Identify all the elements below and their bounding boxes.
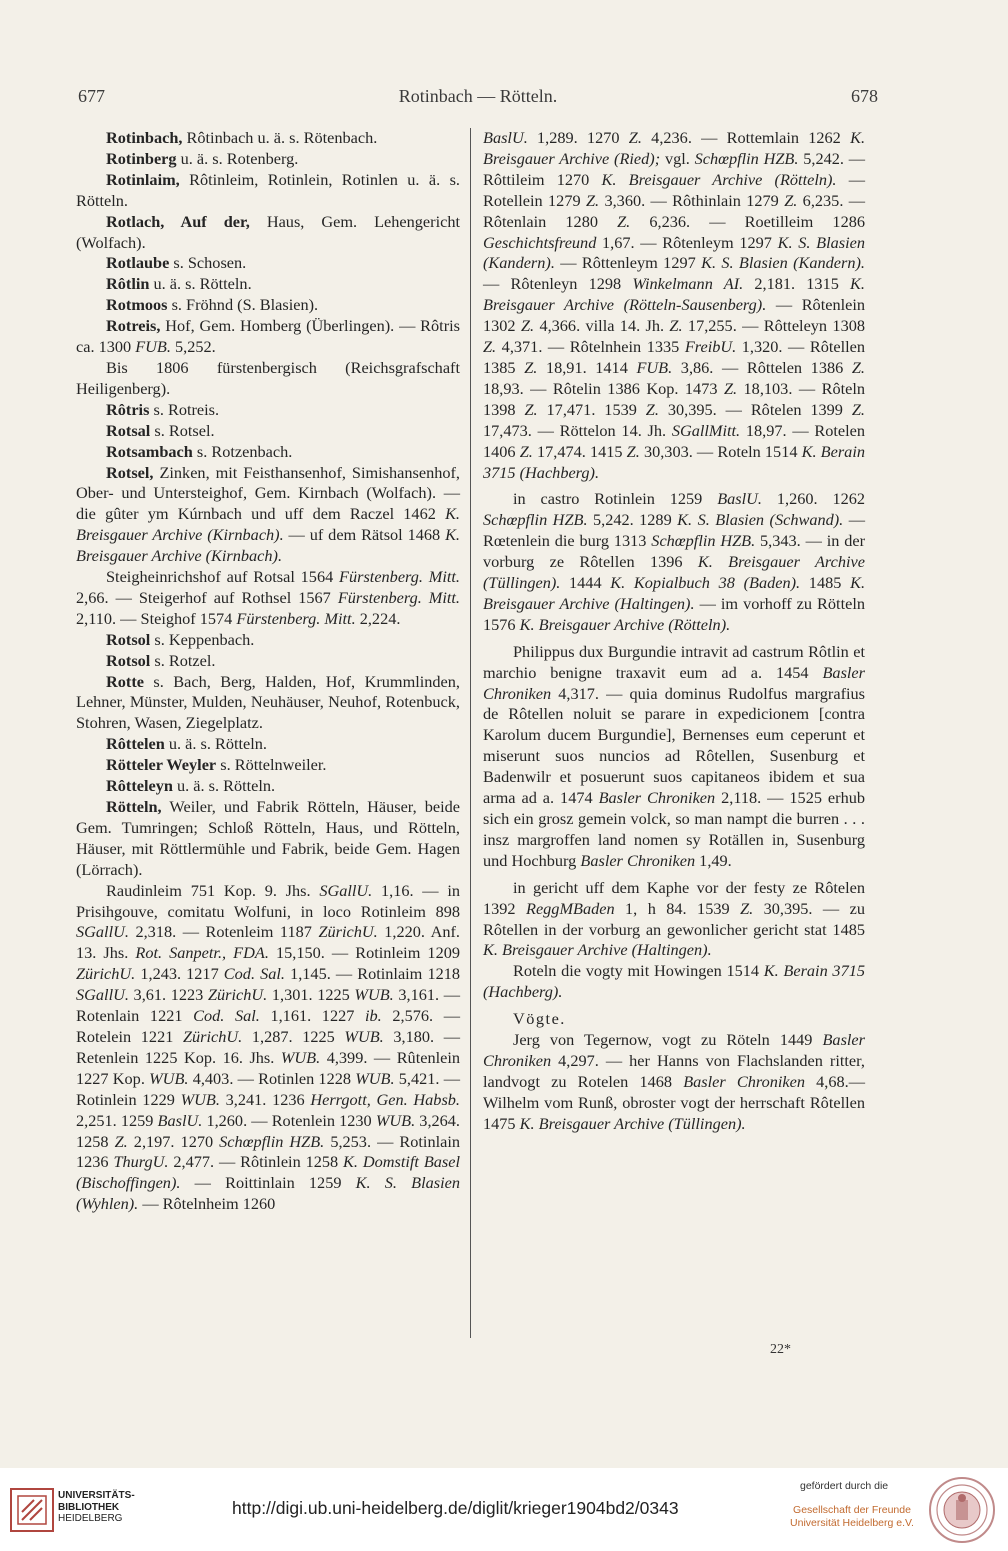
entry-rotreis-history: Bis 1806 fürstenbergisch (Reichsgrafschaft Heiligenberg).	[76, 357, 460, 398]
entry-vogte-list: Jerg von Tegernow, vogt zu Röteln 1449 Basler Chroniken 4,297. — her Hanns von Flachslanden ritter, landvogt zu Rotelen 1468 Basler Chroniken 4,68.— Wilhelm vom Runß, obroster vogt der herrschaft Rôtellen 1475 K. Breisgauer Archive (Tüllingen).	[483, 1030, 865, 1133]
entry-rotlaube: Rotlaube s. Schosen.	[106, 253, 247, 273]
entry-rotsel-steighof: Steigheinrichshof auf Rotsal 1564 Fürstenberg. Mitt. 2,66. — Steigerhof auf Rothsel 1567 Fürstenberg. Mitt. 2,110. — Steighof 1574 Fürstenberg. Mitt. 2,224.	[76, 567, 460, 628]
right-column	[483, 128, 865, 1135]
library-logo-icon[interactable]	[10, 1488, 54, 1532]
running-header	[78, 86, 878, 116]
entry-rotinlaim: Rotinlaim, Rôtinleim, Rotinlein, Rotinlen u. ä. s. Rötteln.	[76, 169, 460, 210]
entry-rotteln-forms: Raudinleim 751 Kop. 9. Jhs. SGallU. 1,16. — in Prisihgouve, comitatu Wolfuni, in loco Rotinleim 898 SGallU. 2,318. — Rotenleim 1187 ZürichU. 1,220. Anf. 13. Jhs. Rot. Sanpetr., FDA. 15,150. — Rotinleim 1209 ZürichU. 1,243. 1217 Cod. Sal. 1,145. — Rotinlaim 1218 SGallU. 3,61. 1223 ZürichU. 1,301. 1225 WUB. 3,161. — Rotenlain 1221 Cod. Sal. 1,161. 1227 ib. 2,576. — Rotelein 1221 ZürichU. 1,287. 1225 WUB. 3,180. — Retenlein 1225 Kop. 16. Jhs. WUB. 4,399. — Rûtenlein 1227 Kop. WUB. 4,403. — Rotinlen 1228 WUB. 5,421. — Rotinlein 1229 WUB. 3,241. 1236 Herrgott, Gen. Habsb. 2,251. 1259 BaslU. 1,260. — Rotenlein 1230 WUB. 3,264. 1258 Z. 2,197. 1270 Schœpflin HZB. 5,253. — Rotinlain 1236 ThurgU. 2,477. — Rôtinlein 1258 K. Domstift Basel (Bischoffingen). — Roittinlain 1259 K. S. Blasien (Wyhlen). — Rôtelnheim 1260	[76, 880, 461, 1214]
entry-rotteleyn: Rôtteleyn u. ä. s. Rötteln.	[106, 776, 276, 796]
entry-rottelen: Rôttelen u. ä. s. Rötteln.	[106, 734, 267, 754]
entry-rotreis: Rotreis, Hof, Gem. Homberg (Überlingen). — Rôtris ca. 1300 FUB. 5,252.	[76, 316, 460, 357]
entry-rotlach: Rotlach, Auf der, Haus, Gem. Lehengericht (Wolfach).	[76, 211, 460, 252]
university-seal-icon	[928, 1476, 996, 1544]
entry-rotsambach: Rotsambach s. Rotzenbach.	[106, 441, 293, 461]
entry-rotteln-vogty: Roteln die vogty mit Howingen 1514 K. Berain 3715 (Hachberg).	[483, 961, 865, 1002]
entry-rotsal: Rotsal s. Rotsel.	[106, 420, 215, 440]
running-title: Rotinbach — Rötteln.	[398, 86, 558, 106]
left-column	[76, 128, 460, 1215]
section-vogte: Vögte.	[513, 1009, 566, 1029]
entry-rotteler-weyler: Rötteler Weyler s. Röttelnweiler.	[106, 755, 327, 775]
page-number-right: 678	[851, 86, 878, 106]
society-name: Gesellschaft der Freunde Universität Heidelberg e.V.	[790, 1504, 914, 1529]
source-url-link[interactable]: http://digi.ub.uni-heidelberg.de/diglit/krieger1904bd2/0343	[232, 1498, 679, 1518]
entry-rotsol-2: Rotsol s. Rotzel.	[106, 650, 216, 670]
entry-rotteln-castle: in castro Rotinlein 1259 BaslU. 1,260. 1262 Schœpflin HZB. 5,242. 1289 K. S. Blasien (Schwand). — Rœtenlein die burg 1313 Schœpflin HZB. 5,343. — in der vorburg ze Rôtellen 1396 K. Breisgauer Archive (Tüllingen). 1444 K. Kopialbuch 38 (Baden). 1485 K. Breisgauer Archive (Haltingen). — im vorhoff zu Rötteln 1576 K. Breisgauer Archive (Rötteln).	[483, 489, 866, 634]
entry-rotmoos: Rotmoos s. Fröhnd (S. Blasien).	[106, 295, 319, 315]
entry-rotlin: Rôtlin u. ä. s. Rötteln.	[106, 274, 252, 294]
signature-mark: 22*	[770, 1342, 791, 1357]
entry-rotsel: Rotsel, Zinken, mit Feisthansenhof, Simishansenhof, Ober- und Untersteighof, Gem. Kirnbach (Wolfach). — die gûter ym Kúrnbach und uff dem Raczel 1462 K. Breisgauer Archive (Kirnbach). — uf dem Rätsol 1468 K. Breisgauer Archive (Kirnbach).	[76, 462, 460, 566]
page-number-left: 677	[78, 86, 105, 106]
entry-rotsol-1: Rotsol s. Keppenbach.	[106, 629, 255, 649]
library-name: UNIVERSITÄTS- BIBLIOTHEK HEIDELBERG	[58, 1490, 135, 1524]
digitization-footer	[0, 1468, 1008, 1551]
column-divider	[470, 128, 471, 1338]
entry-rotris: Rôtris s. Rotreis.	[106, 399, 220, 419]
entry-rotte: Rotte s. Bach, Berg, Halden, Hof, Krummlinden, Lehner, Münster, Mulden, Neuhäuser, Neuhof, Rotenbuck, Stohren, Wasen, Ziegelplatz.	[76, 671, 460, 733]
entry-rotteln-forms-cont: BaslU. 1,289. 1270 Z. 4,236. — Rottemlain 1262 K. Breisgauer Archive (Ried); vgl. Schœpflin HZB. 5,242. — Rôttileim 1270 K. Breisgauer Archive (Rötteln). — Rotellein 1279 Z. 3,360. — Rôthinlain 1279 Z. 6,235. — Rôtenlain 1280 Z. 6,236. — Roetilleim 1286 Geschichtsfreund 1,67. — Rôtenleym 1297 K. S. Blasien (Kandern). — Rôttenleym 1297 K. S. Blasien (Kandern). — Rôtenleyn 1298 Winkelmann AI. 2,181. 1315 K. Breisgauer Archive (Rötteln-Sausenberg). — Rôtenlein 1302 Z. 4,366. villa 14. Jh. Z. 17,255. — Rôtteleyn 1308 Z. 4,371. — Rôtelnhein 1335 FreibU. 1,320. — Rôtellen 1385 Z. 18,91. 1414 FUB. 3,86. — Rôttelen 1386 Z. 18,93. — Rôtelin 1386 Kop. 1473 Z. 18,103. — Rôteln 1398 Z. 17,471. 1539 Z. 30,395. — Rôtelen 1399 Z. 17,473. — Röttelon 14. Jh. SGallMitt. 18,97. — Rotelen 1406 Z. 17,474. 1415 Z. 30,303. — Roteln 1514 K. Berain 3715 (Hachberg).	[483, 128, 866, 482]
entry-rotteln-court: in gericht uff dem Kaphe vor der festy ze Rôtelen 1392 ReggMBaden 1, h 84. 1539 Z. 30,395. — zu Rôtellen in der vorburg an gewonlicher gericht stat 1485 K. Breisgauer Archive (Haltingen).	[483, 877, 865, 960]
funded-by-label: gefördert durch die	[800, 1480, 889, 1492]
entry-rotteln-chronicle: Philippus dux Burgundie intravit ad castrum Rôtlin et marchio benigne traxavit eum ad a. 1454 Basler Chroniken 4,317. — quia dominus Rudolfus margrafius de Rôtellen noluit se parare in expedicionem [contra Karolum ducem Burgundie], Bernenses eum ceperunt et miserunt suos nuncios ad Rôtellen, Susenburg et Badenwilr et posuerunt suos capitaneos ibidem et sua arma ad a. 1474 Basler Chroniken 2,118. — 1525 erhub sich ein grosz gemein volck, so man nampt die burren . . . insz margroffen land nomen sy Rotällen in, Susenburg und Hochburg Basler Chroniken 1,49.	[483, 641, 865, 870]
entry-rotinberg: Rotinberg u. ä. s. Rotenberg.	[106, 148, 299, 168]
entry-rotteln: Rötteln, Weiler, und Fabrik Rötteln, Häuser, beide Gem. Tumringen; Schloß Rötteln, Haus, und Rötteln, Häuser, mit Röttlermühle und Fabrik, beide Gem. Hagen (Lörrach).	[76, 797, 460, 879]
entry-rotinbach: Rotinbach, Rôtinbach u. ä. s. Rötenbach.	[106, 128, 378, 147]
